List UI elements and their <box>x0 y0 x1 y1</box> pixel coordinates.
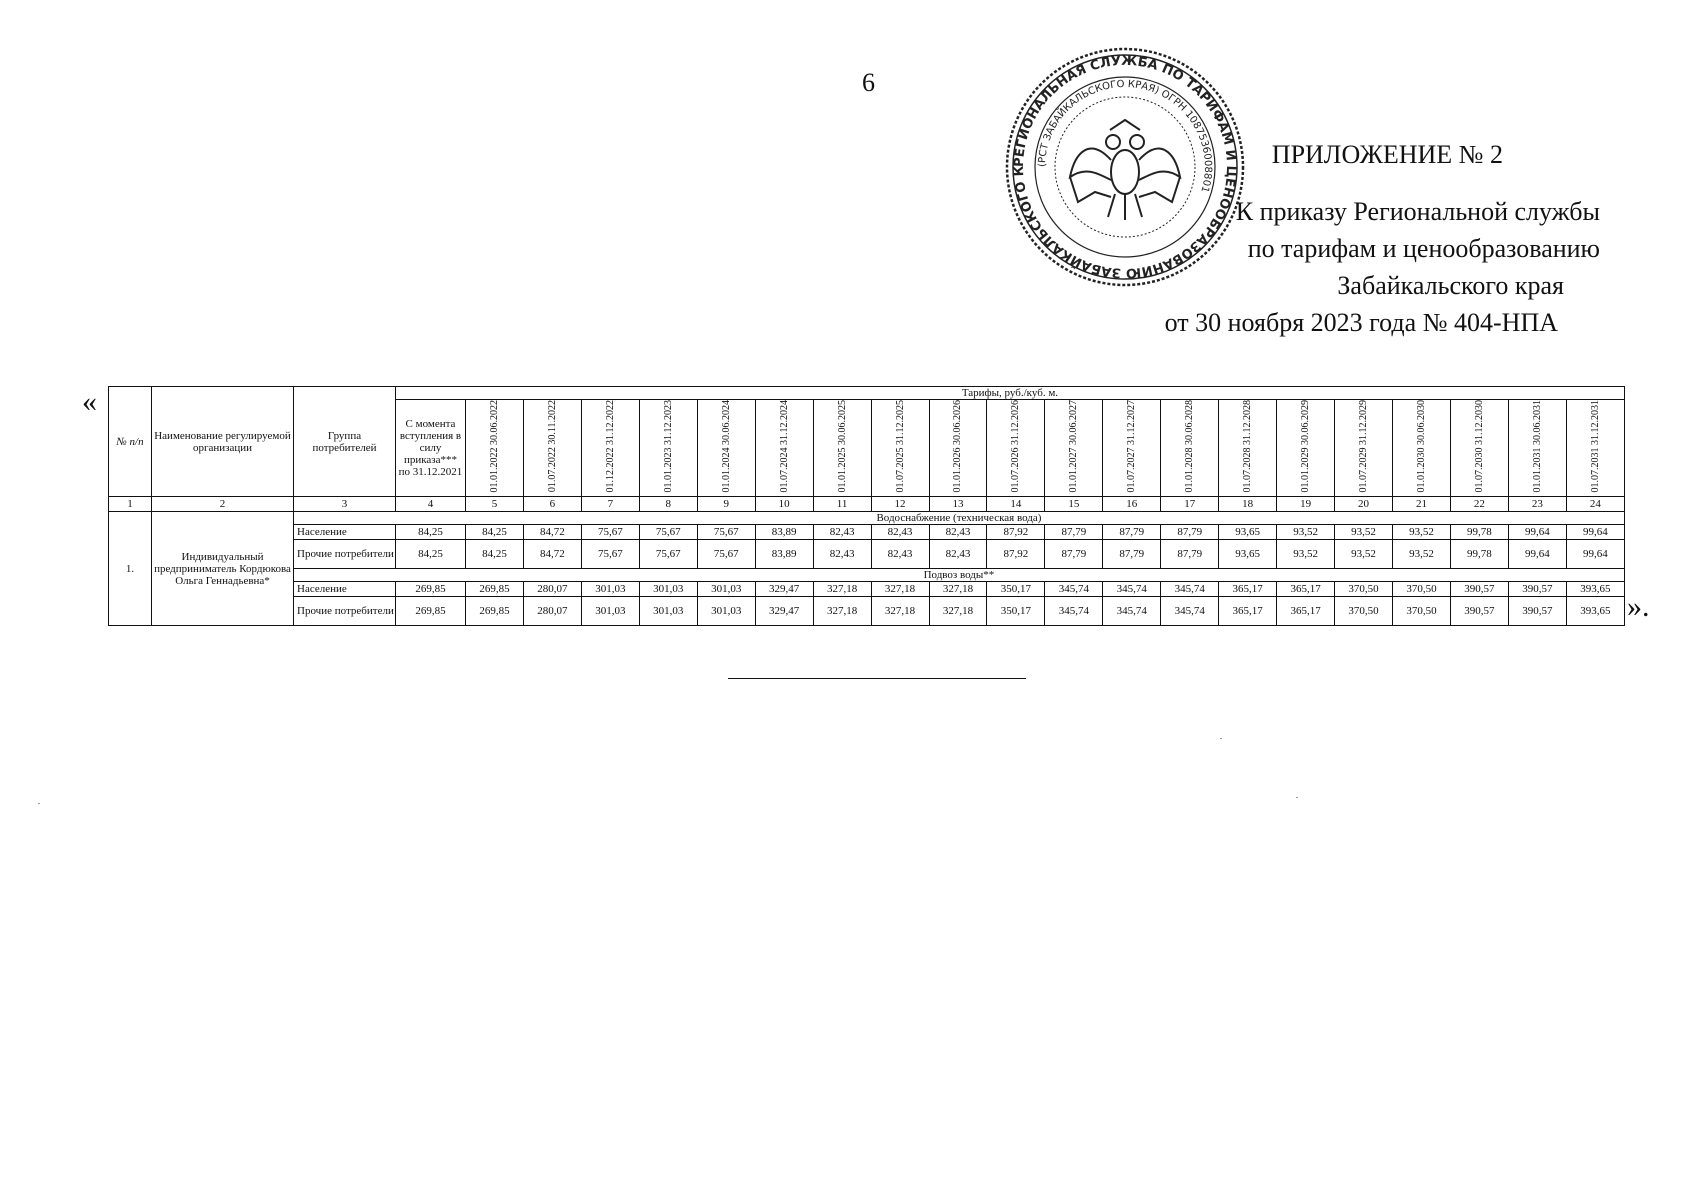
tariff-value: 370,50 <box>1393 582 1451 597</box>
table-row <box>109 540 1625 569</box>
tariff-value: 99,64 <box>1508 540 1566 569</box>
tariff-value: 301,03 <box>639 597 697 626</box>
tariff-value: 75,67 <box>639 540 697 569</box>
tariff-value: 393,65 <box>1566 597 1624 626</box>
column-number: 20 <box>1335 497 1393 512</box>
svg-text:(РСТ ЗАБАЙКАЛЬСКОГО КРАЯ) ОГРН: (РСТ ЗАБАЙКАЛЬСКОГО КРАЯ) ОГРН 1087536008801 <box>1036 78 1214 194</box>
appendix-line-4: от 30 ноября 2023 года № 404-НПА <box>1164 308 1558 337</box>
tariff-value: 82,43 <box>871 540 929 569</box>
tariff-value: 99,64 <box>1566 540 1624 569</box>
tariff-value: 87,79 <box>1103 525 1161 540</box>
period-label: 01.01.2030 30.06.2030 <box>1415 400 1427 493</box>
opening-quote: « <box>82 385 97 418</box>
tariff-value: 301,03 <box>581 597 639 626</box>
column-number: 19 <box>1277 497 1335 512</box>
tariff-value: 93,65 <box>1219 525 1277 540</box>
period-label: 01.01.2027 30.06.2027 <box>1068 400 1080 493</box>
period-label: 01.01.2031 30.06.2031 <box>1531 400 1543 493</box>
tariff-value: 327,18 <box>929 597 987 626</box>
tariff-value: 87,92 <box>987 525 1045 540</box>
tariff-value: 75,67 <box>697 540 755 569</box>
header-organization: Наименование регулируемой организации <box>152 387 294 497</box>
tariff-value: 84,25 <box>466 540 524 569</box>
tariff-value: 280,07 <box>523 597 581 626</box>
tariff-value: 75,67 <box>697 525 755 540</box>
period-label: 01.07.2024 31.12.2024 <box>778 400 790 493</box>
header-period <box>639 400 697 497</box>
tariff-table <box>108 386 1625 626</box>
tariff-value: 84,25 <box>396 525 466 540</box>
tariff-value: 84,25 <box>466 525 524 540</box>
period-label: 01.07.2030 31.12.2030 <box>1473 400 1485 493</box>
header-period <box>1566 400 1624 497</box>
header-period <box>697 400 755 497</box>
tariff-value: 84,72 <box>523 525 581 540</box>
tariff-value: 87,79 <box>1161 525 1219 540</box>
tariff-value: 84,72 <box>523 540 581 569</box>
header-period <box>1450 400 1508 497</box>
tariff-value: 345,74 <box>1103 582 1161 597</box>
table-row <box>109 525 1625 540</box>
header-period <box>1335 400 1393 497</box>
tariff-value: 365,17 <box>1277 597 1335 626</box>
tariff-value: 82,43 <box>871 525 929 540</box>
end-line <box>728 678 1026 679</box>
header-consumer-group: Группа потребителей <box>294 387 396 497</box>
header-tariffs: Тарифы, руб./куб. м. <box>396 387 1625 400</box>
header-period-initial: С момента вступления в силу приказа*** по 31.12.2021 <box>396 400 466 497</box>
column-number: 13 <box>929 497 987 512</box>
column-number: 21 <box>1393 497 1451 512</box>
column-number: 7 <box>581 497 639 512</box>
period-label: 01.01.2028 30.06.2028 <box>1184 400 1196 493</box>
column-number: 11 <box>813 497 871 512</box>
tariff-value: 99,64 <box>1508 525 1566 540</box>
tariff-value: 93,52 <box>1335 540 1393 569</box>
tariff-value: 327,18 <box>813 597 871 626</box>
tariff-value: 82,43 <box>813 525 871 540</box>
tariff-value: 93,52 <box>1393 540 1451 569</box>
table-header-row <box>109 387 1625 400</box>
consumer-group-label: Население <box>294 582 396 597</box>
tariff-value: 93,52 <box>1277 540 1335 569</box>
period-label: 01.07.2031 31.12.2031 <box>1589 400 1601 493</box>
tariff-value: 82,43 <box>929 525 987 540</box>
consumer-group-label: Прочие потребители <box>294 540 396 569</box>
appendix-line-2: по тарифам и ценообразованию <box>1247 234 1600 263</box>
tariff-value: 301,03 <box>639 582 697 597</box>
tariff-value: 327,18 <box>929 582 987 597</box>
tariff-value: 93,52 <box>1393 525 1451 540</box>
tariff-value: 99,78 <box>1450 540 1508 569</box>
column-number: 10 <box>755 497 813 512</box>
tariff-value: 365,17 <box>1219 582 1277 597</box>
tariff-value: 390,57 <box>1450 582 1508 597</box>
tariff-value: 83,89 <box>755 540 813 569</box>
header-number: № п/п <box>109 387 152 497</box>
tariff-value: 83,89 <box>755 525 813 540</box>
tariff-value: 345,74 <box>1045 597 1103 626</box>
header-period <box>987 400 1045 497</box>
organization-name: Индивидуальный предприниматель Кордюкова Ольга Геннадьевна* <box>152 512 294 626</box>
tariff-value: 87,79 <box>1045 525 1103 540</box>
period-label: 01.07.2029 31.12.2029 <box>1358 400 1370 493</box>
appendix-header <box>1040 136 1600 341</box>
column-number: 6 <box>523 497 581 512</box>
header-period <box>581 400 639 497</box>
column-number: 18 <box>1219 497 1277 512</box>
tariff-value: 350,17 <box>987 582 1045 597</box>
column-number: 5 <box>466 497 524 512</box>
column-number: 22 <box>1450 497 1508 512</box>
period-label: 01.01.2024 30.06.2024 <box>720 400 732 493</box>
tariff-value: 269,85 <box>396 582 466 597</box>
column-number: 2 <box>152 497 294 512</box>
header-period <box>1393 400 1451 497</box>
table-row <box>109 597 1625 626</box>
scan-speck <box>1220 738 1222 739</box>
column-number: 1 <box>109 497 152 512</box>
header-period <box>466 400 524 497</box>
column-number: 17 <box>1161 497 1219 512</box>
tariff-value: 327,18 <box>813 582 871 597</box>
section-row <box>109 569 1625 582</box>
scan-speck <box>1296 797 1298 798</box>
tariff-value: 365,17 <box>1277 582 1335 597</box>
tariff-value: 390,57 <box>1508 582 1566 597</box>
column-number: 9 <box>697 497 755 512</box>
tariff-value: 269,85 <box>466 597 524 626</box>
header-period <box>1161 400 1219 497</box>
column-number: 15 <box>1045 497 1103 512</box>
tariff-value: 301,03 <box>697 597 755 626</box>
tariff-value: 301,03 <box>581 582 639 597</box>
header-period <box>813 400 871 497</box>
appendix-line-3: Забайкальского края <box>1337 271 1564 300</box>
column-number: 12 <box>871 497 929 512</box>
tariff-value: 93,52 <box>1335 525 1393 540</box>
section-water-delivery: Подвоз воды** <box>294 569 1625 582</box>
header-period <box>1219 400 1277 497</box>
tariff-value: 75,67 <box>581 525 639 540</box>
tariff-value: 82,43 <box>813 540 871 569</box>
header-period <box>871 400 929 497</box>
column-number: 3 <box>294 497 396 512</box>
row-number: 1. <box>109 512 152 626</box>
period-label: 01.01.2023 31.12.2023 <box>662 400 674 493</box>
tariff-value: 269,85 <box>466 582 524 597</box>
tariff-value: 82,43 <box>929 540 987 569</box>
tariff-value: 393,65 <box>1566 582 1624 597</box>
tariff-value: 365,17 <box>1219 597 1277 626</box>
consumer-group-label: Прочие потребители <box>294 597 396 626</box>
column-number: 23 <box>1508 497 1566 512</box>
tariff-value: 93,52 <box>1277 525 1335 540</box>
tariff-value: 269,85 <box>396 597 466 626</box>
header-period <box>929 400 987 497</box>
header-period <box>1045 400 1103 497</box>
tariff-value: 99,64 <box>1566 525 1624 540</box>
column-number: 14 <box>987 497 1045 512</box>
tariff-value: 329,47 <box>755 597 813 626</box>
tariff-value: 75,67 <box>639 525 697 540</box>
tariff-value: 93,65 <box>1219 540 1277 569</box>
tariff-value: 327,18 <box>871 597 929 626</box>
tariff-value: 301,03 <box>697 582 755 597</box>
tariff-value: 87,79 <box>1045 540 1103 569</box>
scan-speck <box>38 803 40 804</box>
column-number-row <box>109 497 1625 512</box>
closing-quote: ». <box>1627 590 1650 623</box>
period-label: 01.07.2022 30.11.2022 <box>546 400 558 493</box>
tariff-value: 370,50 <box>1335 597 1393 626</box>
section-water-supply: Водоснабжение (техническая вода) <box>294 512 1625 525</box>
tariff-value: 350,17 <box>987 597 1045 626</box>
tariff-value: 345,74 <box>1045 582 1103 597</box>
column-number: 4 <box>396 497 466 512</box>
tariff-value: 345,74 <box>1161 582 1219 597</box>
header-period <box>1277 400 1335 497</box>
period-label: 01.07.2027 31.12.2027 <box>1126 400 1138 493</box>
column-number: 24 <box>1566 497 1624 512</box>
period-label: 01.07.2026 31.12.2026 <box>1010 400 1022 493</box>
tariff-value: 84,25 <box>396 540 466 569</box>
tariff-value: 280,07 <box>523 582 581 597</box>
tariff-value: 329,47 <box>755 582 813 597</box>
section-row <box>109 512 1625 525</box>
tariff-value: 345,74 <box>1161 597 1219 626</box>
period-label: 01.01.2029 30.06.2029 <box>1300 400 1312 493</box>
tariff-value: 99,78 <box>1450 525 1508 540</box>
page-number: 6 <box>862 68 875 97</box>
column-number: 8 <box>639 497 697 512</box>
svg-text:РЕГИОНАЛЬНАЯ СЛУЖБА ПО ТАРИФАМ: РЕГИОНАЛЬНАЯ СЛУЖБА ПО ТАРИФАМ И ЦЕНООБРАЗОВАНИЮ ЗАБАЙКАЛЬСКОГО К <box>1011 53 1239 281</box>
column-number: 16 <box>1103 497 1161 512</box>
header-period <box>1103 400 1161 497</box>
tariff-value: 370,50 <box>1335 582 1393 597</box>
period-label: 01.01.2022 30.06.2022 <box>488 400 500 493</box>
header-period <box>1508 400 1566 497</box>
appendix-title: ПРИЛОЖЕНИЕ № 2 <box>1271 140 1503 169</box>
period-label: 01.07.2028 31.12.2028 <box>1242 400 1254 493</box>
period-label: 01.07.2025 31.12.2025 <box>894 400 906 493</box>
header-period <box>755 400 813 497</box>
period-label: 01.01.2026 30.06.2026 <box>952 400 964 493</box>
consumer-group-label: Население <box>294 525 396 540</box>
tariff-value: 390,57 <box>1508 597 1566 626</box>
tariff-value: 87,92 <box>987 540 1045 569</box>
header-period <box>523 400 581 497</box>
table-row <box>109 582 1625 597</box>
period-label: 01.12.2022 31.12.2022 <box>604 400 616 493</box>
tariff-value: 75,67 <box>581 540 639 569</box>
appendix-line-1: К приказу Региональной службы <box>1235 197 1600 226</box>
tariff-value: 345,74 <box>1103 597 1161 626</box>
tariff-value: 370,50 <box>1393 597 1451 626</box>
tariff-value: 87,79 <box>1161 540 1219 569</box>
tariff-value: 390,57 <box>1450 597 1508 626</box>
tariff-value: 87,79 <box>1103 540 1161 569</box>
tariff-value: 327,18 <box>871 582 929 597</box>
period-label: 01.01.2025 30.06.2025 <box>836 400 848 493</box>
